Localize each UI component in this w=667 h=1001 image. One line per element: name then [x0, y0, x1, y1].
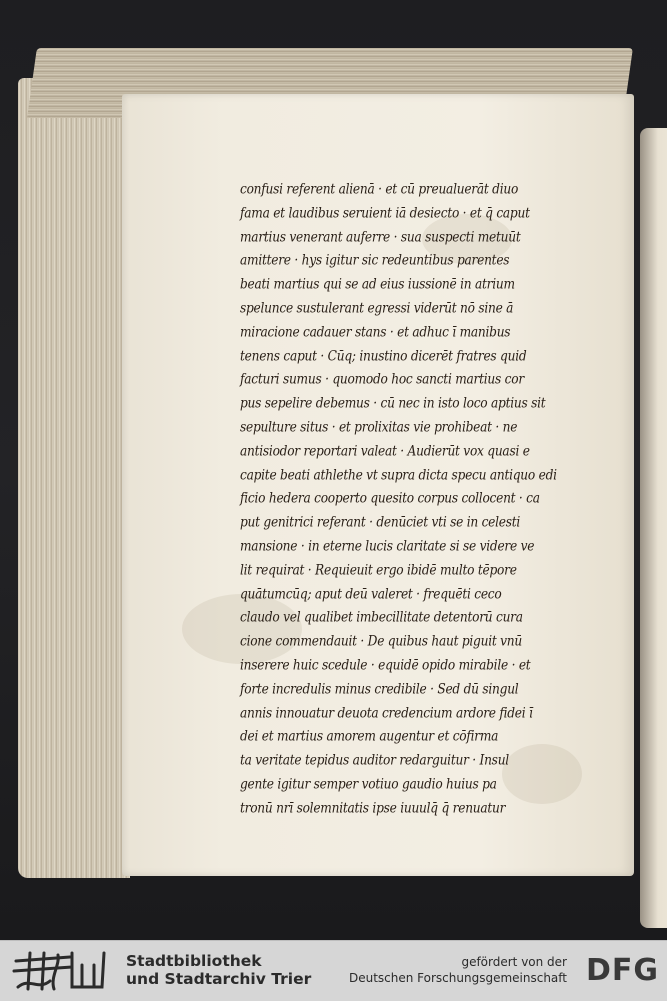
manuscript-line: quātumcūq; aput deū valeret · frequēti ceco	[240, 585, 502, 602]
manuscript-line: lit requirat · Requieuit ergo ibidē multo tēpore	[240, 561, 517, 578]
manuscript-line: ta veritate tepidus auditor redarguitur · Insul	[240, 751, 509, 769]
manuscript-line: gente igitur semper votiuo gaudio huius pa	[240, 775, 497, 792]
manuscript-line: pus sepelire debemus · cū nec in isto loco aptius sit	[240, 394, 546, 412]
page-edges-left	[18, 78, 130, 878]
funder-line-1: gefördert von der	[461, 955, 567, 969]
manuscript-line: mansione · in eterne lucis claritate si se videre ve	[240, 537, 535, 554]
manuscript-line: dei et martius amorem augentur et cōfirma	[240, 728, 499, 745]
manuscript-line: sepulture situs · et prolixitas vie prohibeat · ne	[240, 418, 518, 435]
manuscript-line: spelunce sustulerant egressi viderūt nō sine ā	[240, 299, 514, 316]
manuscript-text-block	[240, 178, 620, 821]
library-name-line-1: Stadtbibliothek	[126, 952, 262, 970]
library-name-line-2: und Stadtarchiv Trier	[126, 970, 312, 988]
manuscript-line: confusi referent alienā · et cū preualuerāt diuo	[240, 180, 519, 197]
manuscript-line: martius venerant auferre · sua suspecti metuūt	[240, 228, 521, 245]
manuscript-line: ficio hedera cooperto quesito corpus collocent · ca	[240, 490, 540, 507]
manuscript-line: facturi sumus · quomodo hoc sancti martius cor	[240, 371, 524, 388]
manuscript-line: fama et laudibus seruient iā desiecto · et q̄ caput	[240, 204, 530, 221]
facing-page-edge	[640, 128, 667, 928]
footer-banner	[0, 940, 667, 1001]
manuscript-line: forte incredulis minus credibile · Sed dū singul	[240, 680, 519, 697]
manuscript-line: antisiodor reportari valeat · Audierūt vox quasi e	[240, 442, 530, 459]
manuscript-line: cione commendauit · De quibus haut piguit vnū	[240, 632, 522, 650]
manuscript-line: tenens caput · Cūq; inustino dicerēt fratres quid	[240, 347, 527, 364]
manuscript-line: inserere huic scedule · equidē opido mirabile · et	[240, 656, 531, 673]
manuscript-line: capite beati athlethe vt supra dicta specu antiquo edi	[240, 466, 557, 483]
library-logo-icon	[10, 947, 116, 995]
manuscript-line: miracione cadauer stans · et adhuc ī manibus	[240, 323, 511, 340]
funder-line-2: Deutschen Forschungsgemeinschaft	[348, 971, 567, 985]
manuscript-line: annis innouatur deuota credencium ardore fidei ī	[240, 704, 533, 721]
folio-page	[122, 94, 634, 876]
manuscript-line: beati martius qui se ad eius iussionē in atrium	[240, 276, 515, 293]
manuscript-line: put genitrici referant · denūciet vti se in celesti	[240, 513, 521, 531]
manuscript-line: amittere · hys igitur sic redeuntibus parentes	[240, 252, 510, 269]
manuscript-line: claudo vel qualibet imbecillitate detentorū cura	[240, 609, 523, 626]
dfg-logo: DFG	[585, 953, 659, 988]
manuscript-line: tronū nrī solemnitatis ipse iuuulq̄ q̄ renuatur	[240, 799, 506, 816]
